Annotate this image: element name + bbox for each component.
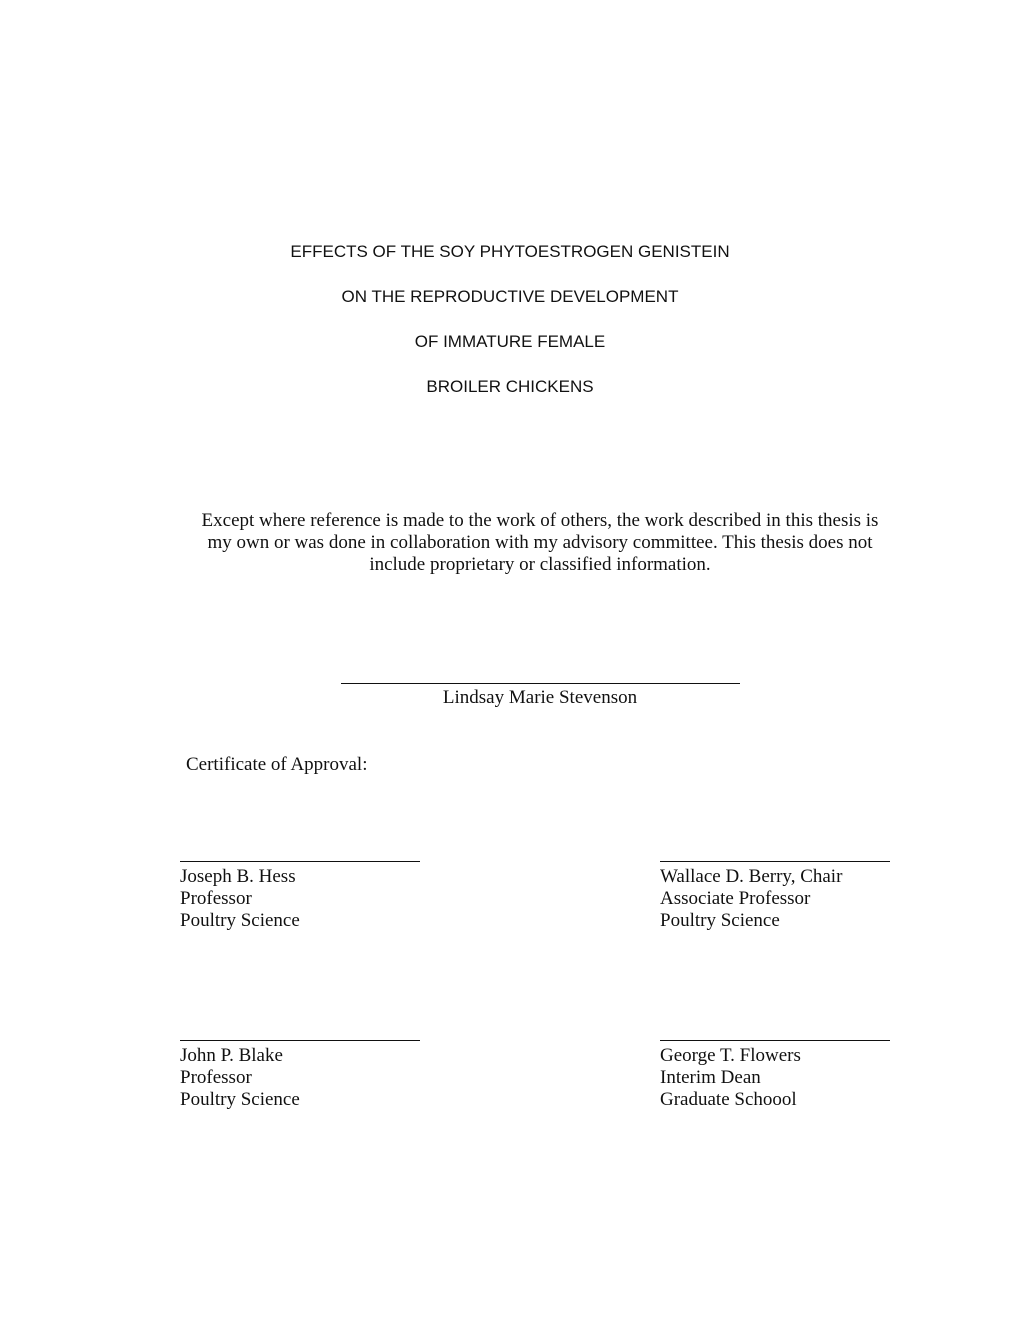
- signer-name: John P. Blake: [180, 1045, 283, 1066]
- signature-line-blake: [180, 1040, 420, 1041]
- statement-line-2: my own or was done in collaboration with my advisory committee. This thesis does not: [207, 532, 873, 553]
- title-line-3: OF IMMATURE FEMALE: [414, 332, 606, 351]
- title-line-1: EFFECTS OF THE SOY PHYTOESTROGEN GENISTEIN: [290, 242, 730, 261]
- signer-position: Associate Professor: [660, 888, 811, 909]
- signer-department: Poultry Science: [180, 910, 300, 931]
- signer-name: George T. Flowers: [660, 1045, 801, 1066]
- author-name: Lindsay Marie Stevenson: [442, 687, 638, 708]
- signer-name: Joseph B. Hess: [180, 866, 296, 887]
- signature-line-flowers: [660, 1040, 890, 1041]
- signer-department: Poultry Science: [180, 1089, 300, 1110]
- statement-line-3: include proprietary or classified information.: [369, 554, 711, 575]
- title-line-4: BROILER CHICKENS: [426, 377, 594, 396]
- signer-flowers: [660, 1045, 980, 1111]
- certificate-of-approval-label: Certificate of Approval:: [186, 754, 368, 775]
- author-signature-line: [341, 683, 740, 684]
- originality-statement: [170, 510, 910, 576]
- statement-line-1: Except where reference is made to the work of others, the work described in this thesis is: [201, 510, 879, 531]
- signer-position: Professor: [180, 888, 252, 909]
- signature-line-berry: [660, 861, 890, 862]
- signer-position: Interim Dean: [660, 1067, 761, 1088]
- signer-blake: [180, 1045, 500, 1111]
- signature-line-hess: [180, 861, 420, 862]
- signer-berry: [660, 866, 980, 932]
- signer-position: Professor: [180, 1067, 252, 1088]
- signer-department: Poultry Science: [660, 910, 780, 931]
- title-line-2: ON THE REPRODUCTIVE DEVELOPMENT: [341, 287, 679, 306]
- signer-name: Wallace D. Berry, Chair: [660, 866, 843, 887]
- signer-department: Graduate Schoool: [660, 1089, 797, 1110]
- signer-hess: [180, 866, 500, 932]
